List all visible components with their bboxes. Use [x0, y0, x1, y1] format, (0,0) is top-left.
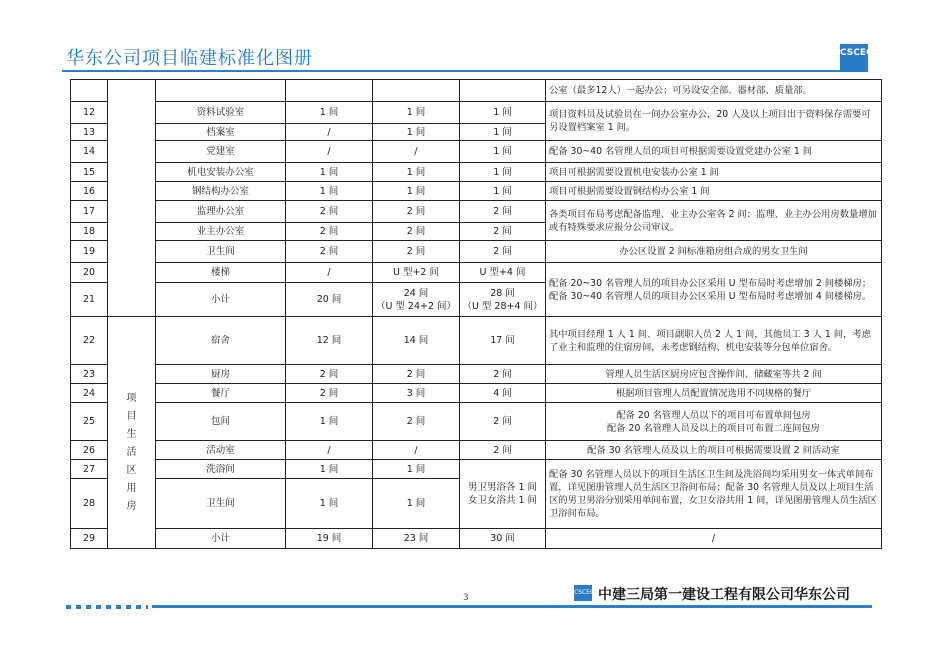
group-cell-office	[108, 80, 156, 317]
count-col-c	[460, 283, 546, 317]
remark-text: /	[711, 533, 716, 544]
count-col-a: 1 间	[286, 102, 373, 124]
count-col-b	[373, 403, 460, 441]
count-b-line: /	[414, 444, 418, 456]
facility-table	[70, 79, 882, 549]
remark-text: 其中项目经理 1 人 1 间、项目副职人员 2 人 1 间，其他员工 3 人 1 间，考虑了业主和监理的住宿房间，未考虑钢结构、机电安装等分包单位宿舍。	[549, 328, 871, 353]
row-number: 25	[71, 403, 108, 441]
company-logo-icon: CSCEC	[840, 44, 868, 72]
count-col-b	[373, 124, 460, 141]
count-col-c	[460, 201, 546, 223]
group-label-char: 目	[126, 410, 137, 422]
count-col-b	[373, 80, 460, 102]
room-name: 小计	[156, 529, 286, 549]
row-number: 14	[71, 141, 108, 163]
row-number: 27	[71, 460, 108, 479]
remark-text: 各类项目布局考虑配备监理、业主办公室各 2 间；监理、业主办公用房数量增加或有特殊要求应报分公司审议。	[549, 208, 877, 233]
count-col-c	[460, 441, 546, 460]
remark-cell	[546, 460, 882, 529]
count-b-line: 1 间	[406, 185, 426, 197]
table-row	[71, 201, 882, 223]
count-col-c	[460, 163, 546, 182]
row-number: 18	[71, 223, 108, 241]
room-name: 餐厅	[156, 384, 286, 403]
group-label-char: 用	[126, 482, 137, 494]
count-b-line: 2 间	[406, 246, 426, 257]
count-c-note: 女卫女浴共 1 间	[467, 495, 538, 506]
row-number: 23	[71, 365, 108, 384]
table-row	[71, 384, 882, 403]
table-row	[71, 365, 882, 384]
count-col-c	[460, 529, 546, 549]
remark-text: 管理人员生活区厨房应包含操作间、储藏室等共 2 间	[605, 368, 822, 380]
count-col-c	[460, 263, 546, 283]
count-col-c	[460, 80, 546, 102]
group-label-char: 生	[126, 428, 137, 440]
count-b-line: 24 间	[403, 287, 429, 299]
remark-cell	[546, 403, 882, 441]
group-label-char: 活	[126, 446, 137, 458]
table-row	[71, 163, 882, 182]
count-c-line: U 型+4 间	[479, 267, 526, 278]
count-c-line: 1 间	[493, 185, 512, 197]
count-c-line: 2 间	[493, 246, 512, 257]
room-name: 党建室	[156, 141, 286, 163]
table-row	[71, 241, 882, 263]
table-row	[71, 263, 882, 283]
table-row	[71, 460, 882, 479]
count-b-line: 1 间	[406, 498, 426, 509]
room-name: 活动室	[156, 441, 286, 460]
room-name: 厨房	[156, 365, 286, 384]
count-col-b	[373, 241, 460, 263]
count-col-b	[373, 283, 460, 317]
room-name: 包间	[156, 403, 286, 441]
count-col-a: 19 间	[286, 529, 373, 549]
table-row	[71, 403, 882, 441]
count-c-line: 2 间	[493, 368, 512, 380]
count-b-line: 14 间	[403, 335, 429, 346]
count-c-note: （U 型 28+4 间）	[462, 300, 543, 312]
count-col-b	[373, 182, 460, 201]
row-number: 21	[71, 283, 108, 317]
count-c-line: 1 间	[493, 146, 512, 157]
count-c-line: 2 间	[493, 226, 512, 237]
count-c-line: 28 间	[490, 287, 515, 299]
count-c-line: 17 间	[490, 335, 515, 346]
group-label-char: 区	[126, 464, 137, 476]
footer-company-name: 中建三局第一建设工程有限公司华东公司	[598, 587, 850, 603]
remark-cell	[546, 529, 882, 549]
count-col-c	[460, 102, 546, 124]
count-b-line: 2 间	[406, 206, 426, 217]
table-row	[71, 529, 882, 549]
count-col-b	[373, 317, 460, 365]
count-col-a	[286, 80, 373, 102]
remark-cell	[546, 141, 882, 163]
room-name: 钢结构办公室	[156, 182, 286, 201]
group-label-char: 项	[126, 392, 137, 404]
row-number: 19	[71, 241, 108, 263]
row-number: 22	[71, 317, 108, 365]
count-col-c	[460, 241, 546, 263]
page-header-title: 华东公司项目临建标准化图册	[66, 48, 313, 69]
remark-cell	[546, 365, 882, 384]
remark-cell	[546, 263, 882, 317]
count-b-line: U 型+2 间	[393, 267, 439, 278]
count-col-b	[373, 441, 460, 460]
count-c-line: 30 间	[490, 533, 515, 544]
count-col-b	[373, 201, 460, 223]
count-col-a: /	[286, 141, 373, 163]
count-col-a: 20 间	[286, 283, 373, 317]
count-col-a: 2 间	[286, 201, 373, 223]
room-name: 楼梯	[156, 263, 286, 283]
room-name: 宿舍	[156, 317, 286, 365]
count-col-a: 1 间	[286, 163, 373, 182]
count-col-a: 1 间	[286, 479, 373, 529]
table-row	[71, 182, 882, 201]
count-b-note: （U 型 24+2 间）	[375, 300, 457, 312]
count-b-line: 2 间	[406, 416, 426, 427]
row-number: 28	[71, 479, 108, 529]
count-col-c	[460, 384, 546, 403]
count-b-line: 1 间	[406, 107, 426, 118]
remark-cell	[546, 163, 882, 182]
footer-divider	[152, 605, 872, 608]
count-b-line: 2 间	[406, 226, 426, 237]
row-number: 12	[71, 102, 108, 124]
count-col-a: /	[286, 441, 373, 460]
group-label-char: 房	[126, 500, 137, 512]
remark-cell	[546, 201, 882, 241]
remark-text-2: 配备 20 名管理人员及以上的项目可布置二连间包房	[607, 422, 820, 434]
count-b-line: 2 间	[406, 368, 426, 380]
table-row	[71, 317, 882, 365]
count-col-a: /	[286, 124, 373, 141]
room-name: 业主办公室	[156, 223, 286, 241]
row-number: 15	[71, 163, 108, 182]
table-row	[71, 441, 882, 460]
count-c-line: 男卫男浴各 1 间	[467, 482, 538, 493]
remark-text: 配备 30 名管理人员及以上的项目可根据需要设置 2 间活动室	[587, 444, 840, 456]
count-col-c	[460, 141, 546, 163]
count-c-line: 2 间	[493, 416, 512, 427]
remark-text: 配备 20 名管理人员以下的项目可布置单间包房	[616, 409, 811, 421]
count-col-b	[373, 163, 460, 182]
remark-cell	[546, 241, 882, 263]
table-row	[71, 80, 882, 102]
remark-text: 配备 20~30 名管理人员的项目办公区采用 U 型布局时考虑增加 2 间楼梯房；配备 30~40 名管理人员的项目办公区采用 U 型布局时考虑增加 4 间楼梯房。	[549, 277, 872, 302]
row-number: 29	[71, 529, 108, 549]
remark-text: 项目可根据需要设置钢结构办公室 1 间	[549, 185, 710, 197]
footer-logo-icon: CSCEC	[574, 585, 592, 601]
count-b-line: 1 间	[406, 166, 426, 178]
footer-dots	[66, 605, 148, 609]
count-col-a: 2 间	[286, 365, 373, 384]
count-col-b	[373, 223, 460, 241]
remark-cell	[546, 80, 882, 102]
row-number	[71, 80, 108, 102]
count-col-a: 1 间	[286, 460, 373, 479]
count-b-line: /	[414, 146, 418, 157]
count-col-c	[460, 365, 546, 384]
remark-text: 项目资料员及试验员在一间办公室办公，20 人及以上项目出于资料保存需要可另设置档案室 1 间。	[549, 109, 871, 133]
count-col-c	[460, 223, 546, 241]
remark-text: 公室（最多12人）一起办公；可另设安全部、器材部、质量部。	[549, 85, 812, 96]
remark-cell	[546, 182, 882, 201]
table-row	[71, 102, 882, 124]
count-b-line: 23 间	[403, 533, 429, 544]
row-number: 26	[71, 441, 108, 460]
count-col-a: /	[286, 263, 373, 283]
count-b-line: 1 间	[406, 463, 426, 475]
count-col-b	[373, 384, 460, 403]
header-divider	[62, 70, 868, 72]
count-c-line: 1 间	[493, 166, 512, 178]
page-number: 3	[463, 593, 469, 603]
count-col-c	[460, 124, 546, 141]
count-col-a: 12 间	[286, 317, 373, 365]
room-name: 小计	[156, 283, 286, 317]
count-col-b	[373, 102, 460, 124]
count-col-c	[460, 182, 546, 201]
room-name: 卫生间	[156, 479, 286, 529]
count-col-c	[460, 317, 546, 365]
count-b-line: 1 间	[406, 126, 426, 138]
row-number: 13	[71, 124, 108, 141]
room-name: 机电安装办公室	[156, 163, 286, 182]
group-label-living-area	[108, 317, 156, 549]
room-name: 洗浴间	[156, 460, 286, 479]
count-col-b	[373, 529, 460, 549]
count-col-c	[460, 403, 546, 441]
row-number: 24	[71, 384, 108, 403]
remark-text: 配备 30~40 名管理人员的项目可根据需要设置党建办公室 1 间	[549, 146, 813, 157]
remark-text: 办公区设置 2 间标准箱房组合成的男女卫生间	[619, 246, 808, 257]
count-col-a: 2 间	[286, 384, 373, 403]
remark-cell	[546, 102, 882, 141]
count-col-a: 1 间	[286, 403, 373, 441]
count-c-line: 2 间	[493, 206, 512, 217]
row-number: 20	[71, 263, 108, 283]
count-c-line: 2 间	[493, 444, 512, 456]
remark-cell	[546, 384, 882, 403]
table-row	[71, 141, 882, 163]
count-c-line: 1 间	[493, 107, 512, 118]
remark-text: 根据项目管理人员配置情况选用不同规格的餐厅	[615, 387, 812, 399]
remark-cell	[546, 441, 882, 460]
remark-text: 配备 30 名管理人员以下的项目生活区卫生间及洗浴间均采用男女一体式单间布置，详见图册管理人员生活区卫浴间布局；配备 30 名管理人员及以上项目生活区的男卫男浴分别采用单间布置，女卫女浴共用 1 间，详见图册管理人员生活区卫浴间布局。	[549, 469, 877, 519]
count-c-line: 1 间	[493, 126, 512, 138]
count-col-b	[373, 479, 460, 529]
room-name: 资料试验室	[156, 102, 286, 124]
count-col-a: 2 间	[286, 223, 373, 241]
count-c-line: 4 间	[493, 387, 512, 399]
count-col-a: 2 间	[286, 241, 373, 263]
count-col-b	[373, 460, 460, 479]
room-name: 卫生间	[156, 241, 286, 263]
room-name	[156, 80, 286, 102]
count-b-line: 3 间	[406, 387, 426, 399]
count-col-b	[373, 365, 460, 384]
count-col-b	[373, 263, 460, 283]
row-number: 17	[71, 201, 108, 223]
remark-cell	[546, 317, 882, 365]
room-name: 监理办公室	[156, 201, 286, 223]
count-col-c	[460, 460, 546, 529]
remark-text: 项目可根据需要设置机电安装办公室 1 间	[549, 166, 719, 178]
room-name: 档案室	[156, 124, 286, 141]
count-col-b	[373, 141, 460, 163]
count-col-a: 1 间	[286, 182, 373, 201]
row-number: 16	[71, 182, 108, 201]
